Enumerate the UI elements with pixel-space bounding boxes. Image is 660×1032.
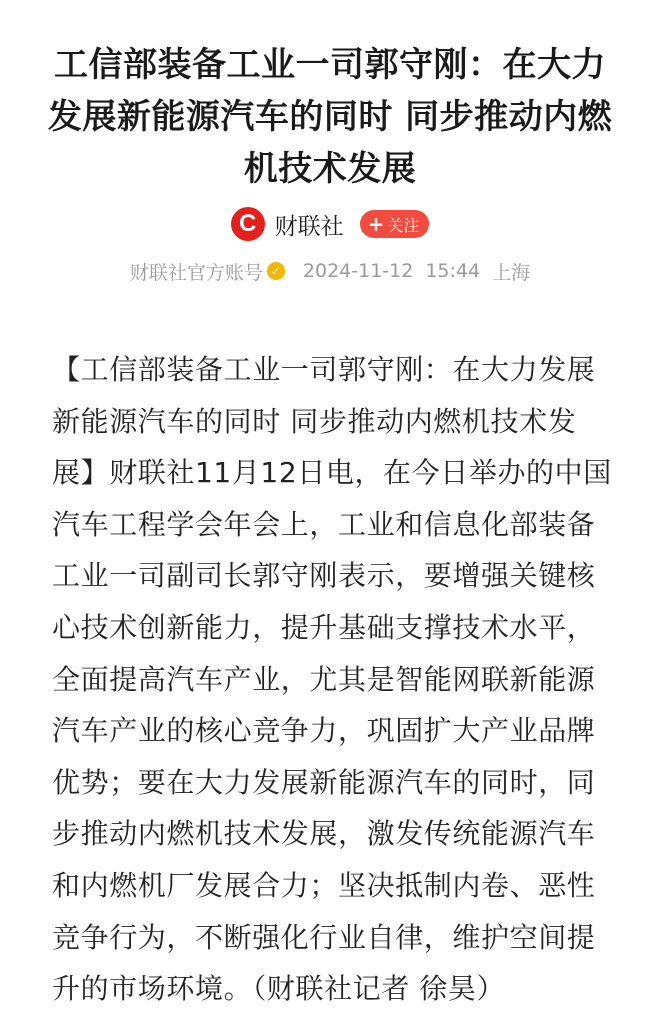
article-body: 【工信部装备工业一司郭守刚：在大力发展新能源汽车的同时 同步推动内燃机技术发展】财联社11月12日电，在今日举办的中国汽车工程学会年会上，工业和信息化部装备工业一司副司长郭守刚表示，要增强关键核心技术创新能力，提升基础支撑技术水平，全面提高汽车产业，尤其是智能网联新能源汽车产业的核心竞争力，巩固扩大产业品牌优势；要在大力发展新能源汽车的同时，同步推动内燃机技术发展，激发传统能源汽车和内燃机厂发展合力；坚决抵制内卷、恶性竞争行为，不断强化行业自律，维护空间提升的市场环境。（财联社记者 徐昊） xyxy=(52,353,612,1006)
cailianshe-logo-icon[interactable] xyxy=(231,207,265,241)
publish-location: 上海 xyxy=(492,261,531,284)
publish-time: 15:44 xyxy=(425,260,481,282)
publish-date: 2024-11-12 xyxy=(302,260,414,282)
verified-badge-icon: ✓ xyxy=(267,262,285,280)
follow-button[interactable] xyxy=(360,210,430,238)
plus-icon: + xyxy=(367,212,385,236)
account-label: 财联社官方账号 xyxy=(129,261,263,284)
article-title: 工信部装备工业一司郭守刚：在大力发展新能源汽车的同时 同步推动内燃机技术发展 xyxy=(47,44,613,189)
follow-label: 关注 xyxy=(387,215,420,235)
logo-letter: C xyxy=(238,210,257,237)
source-row xyxy=(0,204,660,244)
article-meta xyxy=(0,256,660,286)
source-name[interactable]: 财联社 xyxy=(274,213,344,240)
